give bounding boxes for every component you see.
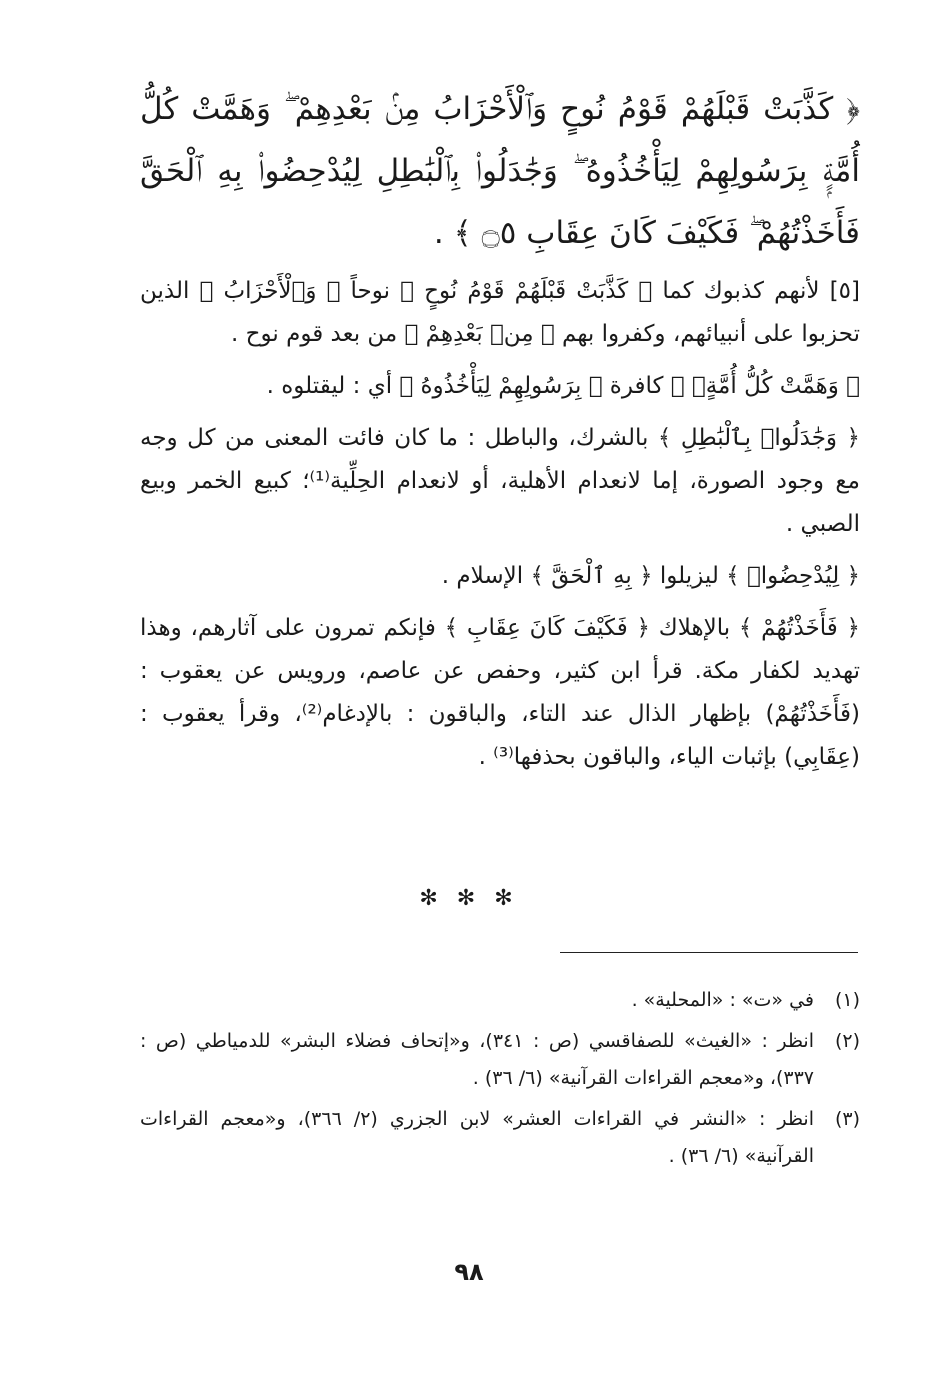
commentary-paragraph-falsehood: ﴿ وَجَٰدَلُوا۟ بِٱلْبَٰطِلِ ﴾ بالشرك، والباطل : ما كان فائت المعنى من كل وجه مع وجود الصورة، إما لانعدام الأهلية، أو لانعدام الحِلِّية⁽¹⁾؛ كبيع الخمر وبيع الصبي . bbox=[140, 425, 860, 537]
commentary-paragraph-nation: ﴿ وَهَمَّتْ كُلُّ أُمَّةٍۭ ﴾ كافرة ﴿ بِرَسُولِهِمْ لِيَأْخُذُوهُ ﴾ أي : ليقتلوه . bbox=[266, 373, 860, 399]
footnote-1 bbox=[140, 982, 860, 1019]
footnote-text: في «ت» : «المحلية» . bbox=[631, 989, 814, 1011]
footnote-text: انظر : «النشر في القراءات العشر» لابن الجزري (٢/ ٣٦٦)، و«معجم القراءات القرآنية» (٦/ ٣٦) . bbox=[140, 1108, 814, 1167]
commentary-body bbox=[140, 270, 860, 788]
commentary-paragraph-5: [٥] لأنهم كذبوك كما ﴿ كَذَّبَتْ قَبْلَهُمْ قَوْمُ نُوحٍ ﴾ نوحاً ﴿ وَٱلْأَحْزَابُ ﴾ الذين تحزبوا على أنبيائهم، وكفروا بهم ﴿ مِنۢ بَعْدِهِمْ ﴾ من بعد قوم نوح . bbox=[140, 278, 860, 347]
quran-verse: ﴿ كَذَّبَتْ قَبْلَهُمْ قَوْمُ نُوحٍ وَٱلْأَحْزَابُ مِنۢ بَعْدِهِمْ ۖ وَهَمَّتْ كُلُّ أُمَّةٍۭ بِرَسُولِهِمْ لِيَأْخُذُوهُ ۖ وَجَٰدَلُوا۟ بِٱلْبَٰطِلِ لِيُدْحِضُوا۟ بِهِ ٱلْحَقَّ فَأَخَذْتُهُمْ ۖ فَكَيْفَ كَانَ عِقَابِ ۝٥ ﴾ . bbox=[140, 91, 860, 251]
footnote-divider bbox=[560, 952, 858, 953]
footnote-text: انظر : «الغيث» للصفاقسي (ص : ٣٤١)، و«إتحاف فضلاء البشر» للدمياطي (ص : ٣٣٧)، و«معجم القراءات القرآنية» (٦/ ٣٦) . bbox=[140, 1030, 814, 1089]
page-number: ٩٨ bbox=[454, 1258, 484, 1286]
section-separator: ✻ ✻ ✻ bbox=[419, 886, 519, 911]
footnote-3 bbox=[140, 1101, 860, 1175]
footnote-number: (٣) bbox=[834, 1108, 860, 1130]
commentary-paragraph-punishment: ﴿ فَأَخَذْتُهُمْ ﴾ بالإهلاك ﴿ فَكَيْفَ كَانَ عِقَابِ ﴾ فإنكم تمرون على آثارهم، وهذا تهديد لكفار مكة. قرأ ابن كثير، وحفص عن عاصم، ورويس عن يعقوب : (فَأَخَذْتُهُمْ) بإظهار الذال عند التاء، والباقون : بالإدغام⁽²⁾، وقرأ يعقوب : (عِقَابِي) بإثبات الياء، والباقون بحذفها⁽³⁾ . bbox=[140, 615, 860, 770]
footnote-number: (٢) bbox=[834, 1030, 860, 1052]
commentary-paragraph-refute: ﴿ لِيُدْحِضُوا۟ ﴾ ليزيلوا ﴿ بِهِ ٱلْحَقَّ ﴾ الإسلام . bbox=[441, 563, 860, 589]
footnote-number: (١) bbox=[834, 989, 860, 1011]
footnote-2 bbox=[140, 1023, 860, 1097]
footnotes bbox=[140, 982, 860, 1179]
